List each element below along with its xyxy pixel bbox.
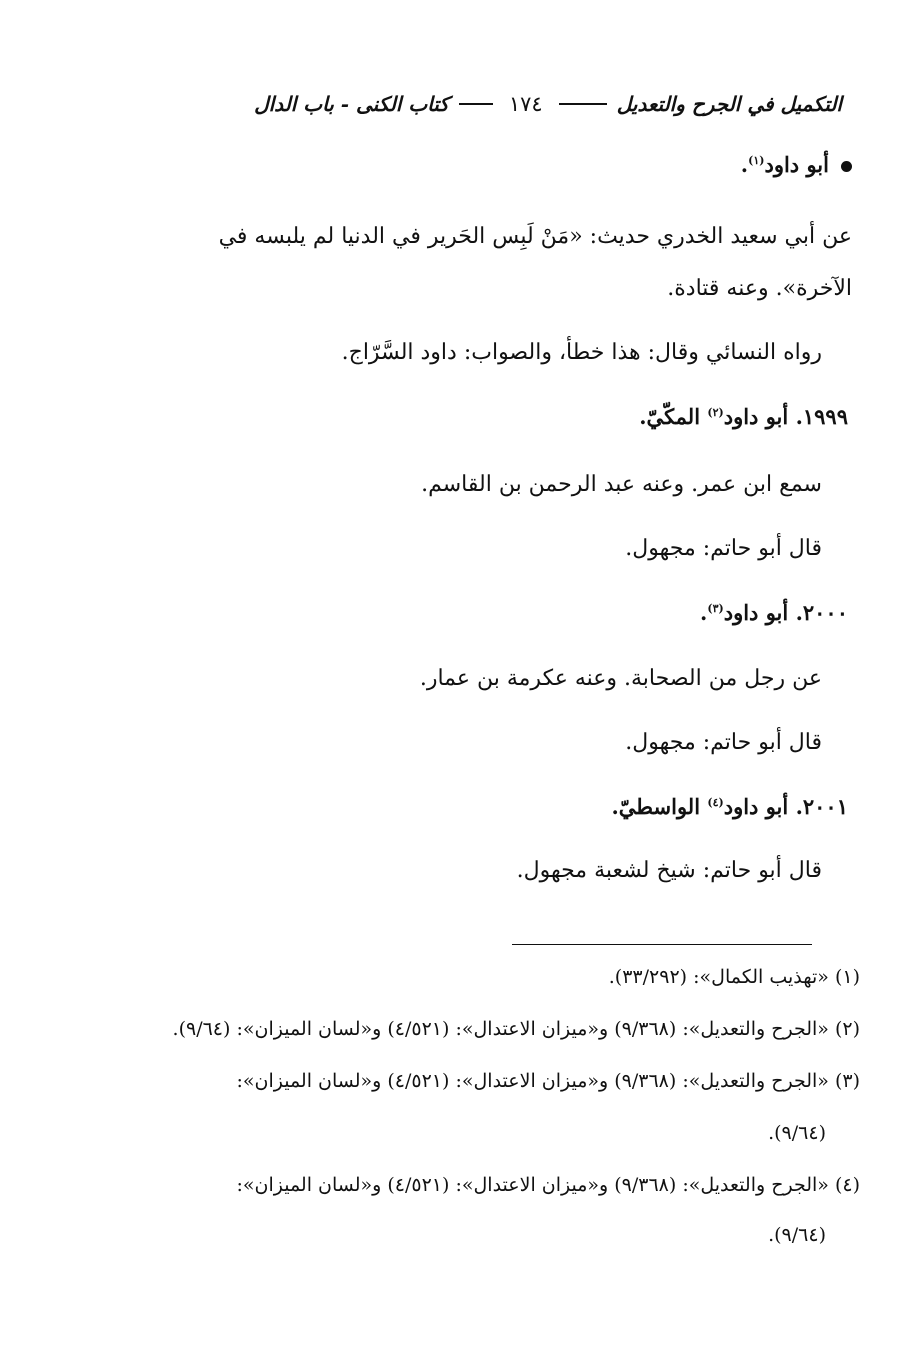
entry-line: عن أبي سعيد الخدري حديث: «مَنْ لَبِس الحَرير في الدنيا لم يلبسه في: [218, 224, 852, 249]
entry-line: قال أبو حاتم: شيخ لشعبة مجهول.: [516, 858, 822, 883]
header-dash: [559, 103, 607, 105]
page-number: ١٧٤: [508, 92, 543, 116]
footnote: (٣) «الجرح والتعديل»: (٩/٣٦٨) و«ميزان الاعتدال»: (٤/٥٢١) و«لسان الميزان»:: [236, 1070, 860, 1092]
footnote-ref: (٢): [707, 406, 724, 419]
footnote: (٤) «الجرح والتعديل»: (٩/٣٦٨) و«ميزان الاعتدال»: (٤/٥٢١) و«لسان الميزان»:: [236, 1174, 860, 1196]
entry-name: أبو داود: [723, 404, 789, 429]
header-title: التكميل في الجرح والتعديل: [616, 92, 842, 116]
entry-number: ٢٠٠١.: [795, 794, 848, 819]
entry-nisba: الواسطيّ.: [611, 794, 701, 819]
running-header: [176, 86, 842, 122]
header-section: كتاب الكنى - باب الدال: [254, 92, 449, 116]
entry-number: ٢٠٠٠.: [795, 600, 848, 625]
entry-line: قال أبو حاتم: مجهول.: [625, 536, 822, 561]
period: .: [740, 152, 749, 177]
entry-name: أبو داود: [764, 152, 829, 177]
entry-line: رواه النسائي وقال: هذا خطأ، والصواب: داود السَّرّاج.: [341, 340, 822, 365]
bullet-icon: [841, 161, 852, 172]
footnote-ref: (٤): [707, 796, 724, 809]
entry-nisba: المكّيّ.: [639, 404, 701, 429]
entry-name: أبو داود: [723, 600, 789, 625]
header-dash: [459, 103, 493, 105]
footnote: (٢) «الجرح والتعديل»: (٩/٣٦٨) و«ميزان الاعتدال»: (٤/٥٢١) و«لسان الميزان»: (٩/٦٤).: [172, 1018, 860, 1040]
footnote-continuation: (٩/٦٤).: [768, 1224, 826, 1246]
entry-heading: [611, 794, 848, 819]
entry-heading: [639, 404, 848, 429]
period: .: [700, 600, 708, 625]
entry-line: سمع ابن عمر. وعنه عبد الرحمن بن القاسم.: [421, 472, 822, 497]
entry-line: الآخرة». وعنه قتادة.: [667, 276, 852, 301]
entry-line: عن رجل من الصحابة. وعنه عكرمة بن عمار.: [419, 666, 822, 691]
footnote-ref: (١): [748, 154, 765, 167]
footnote-separator: [512, 944, 812, 945]
entry-number: ١٩٩٩.: [795, 404, 848, 429]
entry-line: قال أبو حاتم: مجهول.: [625, 730, 822, 755]
footnote-ref: (٣): [707, 602, 724, 615]
entry-heading: [700, 600, 848, 625]
entry-name: أبو داود: [723, 794, 789, 819]
footnote-continuation: (٩/٦٤).: [768, 1122, 826, 1144]
entry-heading: [741, 152, 852, 177]
footnote: (١) «تهذيب الكمال»: (٣٣/٢٩٢).: [608, 966, 860, 988]
